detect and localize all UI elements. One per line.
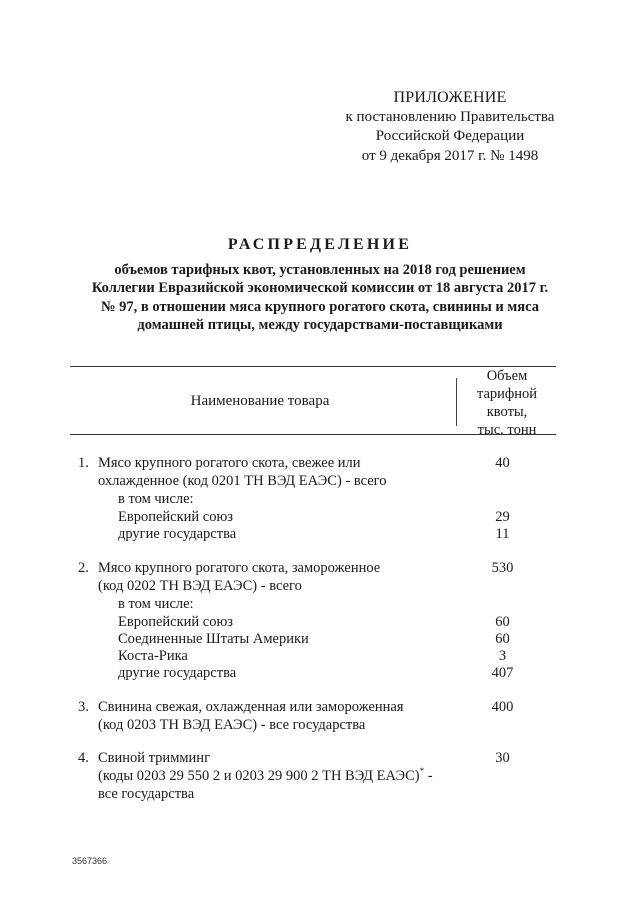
sub-row-value: 407 [491, 665, 514, 681]
sub-row-name: другие государства [118, 665, 237, 681]
row-number: 2. [78, 560, 89, 576]
appendix-line-2: Российской Федерации [375, 128, 525, 144]
row-name-line-suffix: - [424, 768, 433, 784]
subtitle-line: № 97, в отношении мяса крупного рогатого скота, свинины и мяса [100, 298, 539, 315]
appendix-line-1: к постановлению Правительства [345, 108, 555, 125]
subtitle-line: Коллегии Евразийской экономической комиссии от 18 августа 2017 г. [91, 280, 549, 297]
row-value: 30 [495, 750, 510, 766]
row-name-line: Мясо крупного рогатого скота, свежее или [98, 455, 361, 471]
footnote-marker: * [419, 766, 425, 776]
row-name-line-text: (коды 0203 29 550 2 и 0203 29 900 2 ТН ВЭД ЕАЭС) [98, 768, 420, 784]
row-name-line [98, 767, 433, 786]
appendix-line-3: от 9 декабря 2017 г. № 1498 [361, 147, 539, 164]
sub-row-value: 3 [498, 648, 507, 664]
row-value: 530 [491, 560, 514, 576]
row-number: 1. [78, 455, 89, 471]
row-name-line: (код 0202 ТН ВЭД ЕАЭС) - всего [98, 578, 302, 594]
subtitle-line: объемов тарифных квот, установленных на 2018 год решением [114, 262, 526, 278]
column-header-volume: Объем тарифной квоты, тыс. тонн [476, 368, 538, 438]
sub-row-value: 60 [495, 631, 510, 647]
row-number: 3. [78, 699, 89, 715]
sub-row-value: 11 [495, 526, 510, 542]
sub-row-value: 29 [495, 509, 510, 525]
row-including: в том числе: [118, 491, 194, 507]
sub-row-name: Европейский союз [118, 509, 234, 525]
column-header-name: Наименование товара [190, 393, 330, 409]
row-name-line: Мясо крупного рогатого скота, замороженное [98, 560, 381, 576]
row-value: 400 [491, 699, 514, 715]
row-including: в том числе: [118, 596, 194, 612]
sub-row-name: Европейский союз [118, 614, 234, 630]
row-name-line: Свинина свежая, охлажденная или замороженная [98, 699, 404, 715]
document-title: РАСПРЕДЕЛЕНИЕ [227, 236, 413, 253]
appendix-heading: ПРИЛОЖЕНИЕ [393, 89, 507, 106]
row-name-line: Свиной тримминг [98, 750, 211, 766]
subtitle-line: домашней птицы, между государствами-поставщиками [137, 316, 503, 333]
sub-row-name: Соединенные Штаты Америки [118, 631, 309, 647]
row-name-line: (код 0203 ТН ВЭД ЕАЭС) - все государства [98, 717, 366, 733]
sub-row-name: другие государства [118, 526, 237, 542]
row-number: 4. [78, 750, 89, 766]
row-value: 40 [495, 455, 510, 471]
row-name-line: все государства [98, 786, 195, 802]
document-id: 3567366 [72, 856, 108, 866]
row-name-line: охлажденное (код 0201 ТН ВЭД ЕАЭС) - всего [98, 473, 387, 489]
sub-row-value: 60 [495, 614, 510, 630]
sub-row-name: Коста-Рика [118, 648, 188, 664]
